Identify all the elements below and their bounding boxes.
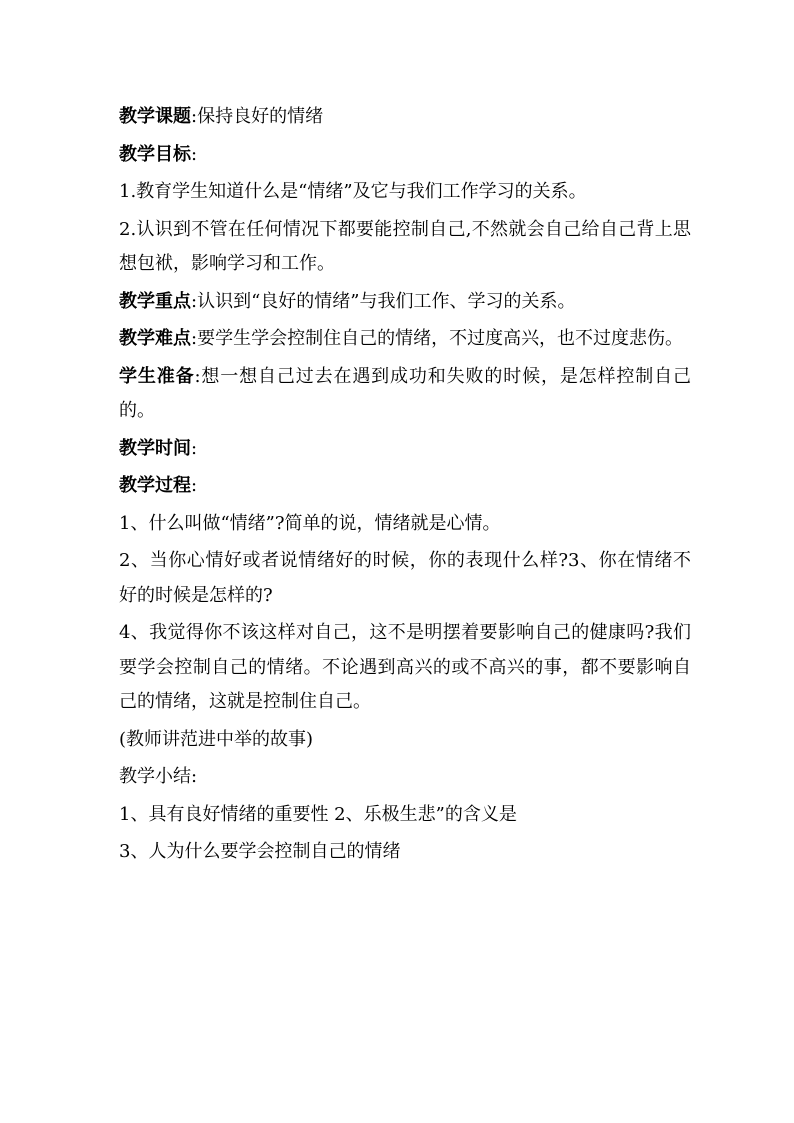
teaching-process-label: 教学过程 bbox=[119, 475, 191, 496]
process-step-4-text: 4、我觉得你不该这样对自己，这不是明摆着要影响自己的健康吗?我们要学会控制自己的情绪。不论遇到高兴的或不高兴的事，都不要影响自己的情绪，这就是控制住自己。 bbox=[119, 622, 691, 712]
lesson-title-value: :保持良好的情绪 bbox=[191, 106, 324, 127]
process-step-1-text: 1、什么叫做“情绪”?简单的说，情绪就是心情。 bbox=[119, 512, 501, 534]
key-point-label: 教学重点 bbox=[119, 290, 191, 312]
story-note bbox=[119, 723, 691, 758]
process-step-2 bbox=[119, 544, 691, 613]
process-step-1 bbox=[119, 507, 691, 542]
key-point-value: :认识到“良好的情绪”与我们工作、学习的关系。 bbox=[191, 290, 576, 312]
student-prep-block bbox=[119, 360, 691, 429]
teaching-time-line bbox=[119, 432, 691, 467]
goal-1-text: 1.教育学生知道什么是“情绪”及它与我们工作学习的关系。 bbox=[119, 181, 587, 202]
goal-2-text: 2.认识到不管在任何情况下都要能控制自己,不然就会自己给自己背上思想包袱，影响学习和工作。 bbox=[119, 218, 691, 274]
summary-heading bbox=[119, 760, 691, 795]
difficulty-value: :要学生学会控制住自己的情绪，不过度高兴，也不过度悲伤。 bbox=[191, 328, 684, 349]
summary-item-1-text: 1、具有良好情绪的重要性 2、乐极生悲”的含义是 bbox=[119, 803, 517, 825]
story-note-text: (教师讲范进中举的故事) bbox=[119, 728, 314, 750]
teaching-time-label: 教学时间 bbox=[119, 437, 191, 459]
process-step-2-text: 2、当你心情好或者说情绪好的时候，你的表现什么样?3、你在情绪不好的时候是怎样的? bbox=[119, 550, 691, 606]
key-point-line bbox=[119, 285, 691, 320]
goals-label: 教学目标 bbox=[119, 143, 191, 165]
goal-2 bbox=[119, 213, 691, 282]
lesson-plan-body bbox=[119, 100, 691, 870]
teaching-process-line bbox=[119, 469, 691, 504]
summary-item-1 bbox=[119, 798, 691, 833]
student-prep-label: 学生准备 bbox=[119, 365, 195, 387]
summary-item-3 bbox=[119, 835, 691, 870]
student-prep-value: :想一想自己过去在遇到成功和失败的时候，是怎样控制自己的。 bbox=[119, 365, 692, 421]
process-step-4 bbox=[119, 616, 691, 720]
summary-label: 教学小结: bbox=[119, 766, 198, 787]
lesson-title-label: 教学课题 bbox=[119, 106, 191, 127]
teaching-time-colon: : bbox=[191, 437, 198, 459]
goals-heading bbox=[119, 138, 691, 173]
summary-item-3-text: 3、人为什么要学会控制自己的情绪 bbox=[119, 841, 401, 862]
difficulty-block bbox=[119, 322, 691, 357]
goal-1 bbox=[119, 175, 691, 210]
lesson-title-line bbox=[119, 100, 691, 135]
difficulty-label: 教学难点 bbox=[119, 328, 191, 349]
teaching-process-colon: : bbox=[191, 475, 198, 496]
goals-colon: : bbox=[191, 143, 198, 165]
